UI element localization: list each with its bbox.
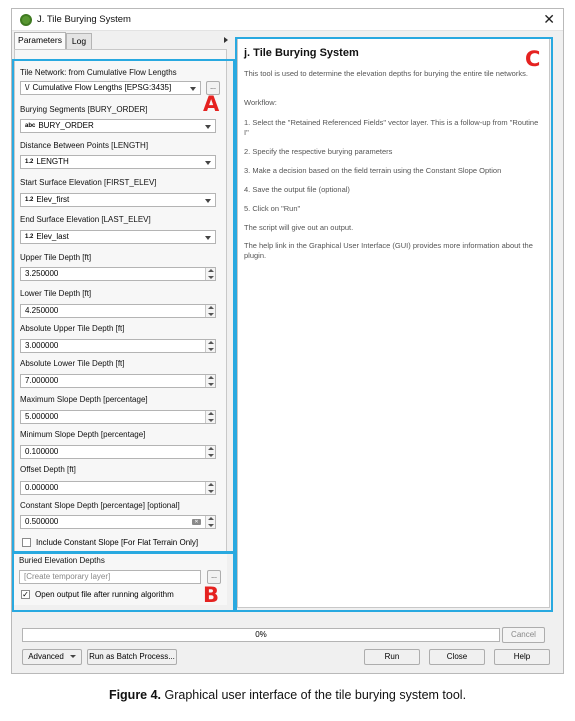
batch-button[interactable]: Run as Batch Process...	[87, 649, 177, 665]
output-path-input[interactable]: [Create temporary layer]	[19, 570, 201, 584]
text-field-icon: abc	[25, 123, 36, 129]
numeric-field-icon: 1.2	[25, 159, 34, 165]
min-slope-label: Minimum Slope Depth [percentage]	[20, 430, 146, 439]
help-step-2: 2. Specify the respective burying parameters	[244, 147, 393, 156]
chevron-down-icon	[70, 655, 76, 658]
run-button[interactable]: Run	[364, 649, 420, 665]
offset-label: Offset Depth [ft]	[20, 465, 76, 474]
end-elev-label: End Surface Elevation [LAST_ELEV]	[20, 215, 151, 224]
distance-value: LENGTH	[36, 157, 69, 166]
figure-number: Figure 4.	[108, 688, 162, 702]
help-title: j. Tile Burying System	[244, 47, 359, 59]
close-button[interactable]: Close	[429, 649, 485, 665]
help-intro: This tool is used to determine the elevation depths for burying the entire tile networks.	[244, 69, 528, 78]
include-const-label: Include Constant Slope [For Flat Terrain Only]	[36, 538, 199, 547]
burying-segments-label: Burying Segments [BURY_ORDER]	[20, 105, 148, 114]
splitter-arrow-icon[interactable]	[224, 37, 228, 43]
annotation-box-c	[235, 37, 553, 612]
open-after-label: Open output file after running algorithm	[35, 590, 174, 599]
max-slope-value: 5.000000	[25, 412, 59, 421]
upper-tile-value: 3.250000	[25, 269, 59, 278]
lower-tile-label: Lower Tile Depth [ft]	[20, 289, 92, 298]
open-after-checkbox[interactable]: ✓	[22, 590, 29, 599]
abs-upper-value: 3.000000	[25, 341, 59, 350]
advanced-label: Advanced	[28, 652, 64, 661]
end-elev-value: Elev_last	[36, 232, 69, 241]
advanced-button[interactable]	[22, 649, 82, 665]
max-slope-label: Maximum Slope Depth [percentage]	[20, 395, 148, 404]
upper-tile-label: Upper Tile Depth [ft]	[20, 253, 92, 262]
figure-caption-text: Graphical user interface of the tile burying system tool.	[161, 688, 467, 702]
burying-segments-value: BURY_ORDER	[38, 121, 94, 130]
progress-text: 0%	[255, 630, 267, 639]
window-title: J. Tile Burying System	[37, 14, 131, 25]
help-link-note: The help link in the Graphical User Interface (GUI) provides more information about the plugin.	[244, 241, 533, 260]
output-label: Buried Elevation Depths	[19, 556, 105, 565]
help-workflow: Workflow:	[244, 98, 277, 107]
figure-caption	[0, 688, 575, 702]
help-step-5: 5. Click on "Run"	[244, 204, 301, 213]
tab-log[interactable]: Log	[66, 33, 92, 50]
output-browse-button[interactable]: ...	[207, 570, 221, 584]
abs-lower-label: Absolute Lower Tile Depth [ft]	[20, 359, 125, 368]
distance-label: Distance Between Points [LENGTH]	[20, 141, 149, 150]
help-step-1: 1. Select the "Retained Referenced Fields" vector layer. This is a follow-up from "Routine I"	[244, 118, 539, 137]
start-elev-label: Start Surface Elevation [FIRST_ELEV]	[20, 178, 157, 187]
help-output-note: The script will give out an output.	[244, 223, 354, 232]
offset-value: 0.000000	[25, 483, 59, 492]
help-button[interactable]: Help	[494, 649, 550, 665]
abs-lower-value: 7.000000	[25, 376, 59, 385]
tile-network-browse-button[interactable]: ...	[206, 81, 220, 95]
lower-tile-value: 4.250000	[25, 306, 59, 315]
start-elev-value: Elev_first	[36, 195, 70, 204]
help-step-3: 3. Make a decision based on the field terrain using the Constant Slope Option	[244, 166, 502, 175]
min-slope-value: 0.100000	[25, 447, 59, 456]
const-slope-value: 0.500000	[25, 517, 59, 526]
close-icon[interactable]: ✕	[543, 11, 555, 27]
line-layer-icon: \/	[25, 83, 30, 92]
annotation-box-a	[12, 59, 235, 553]
help-step-4: 4. Save the output file (optional)	[244, 185, 350, 194]
annotation-label-b: B	[203, 583, 220, 607]
tile-network-value: Cumulative Flow Lengths [EPSG:3435]	[32, 83, 172, 92]
clear-icon[interactable]: ✕	[192, 519, 201, 525]
qgis-logo-icon	[20, 14, 32, 26]
annotation-label-c: C	[525, 47, 541, 71]
annotation-box-b	[12, 552, 235, 612]
numeric-field-icon: 1.2	[25, 234, 34, 240]
tab-parameters[interactable]: Parameters	[14, 32, 66, 50]
cancel-button[interactable]: Cancel	[502, 627, 545, 643]
annotation-label-a: A	[203, 92, 220, 116]
abs-upper-label: Absolute Upper Tile Depth [ft]	[20, 324, 125, 333]
title-bar	[12, 9, 563, 31]
tile-network-label: Tile Network: from Cumulative Flow Lengths	[20, 68, 177, 77]
const-slope-label: Constant Slope Depth [percentage] [optional]	[20, 501, 180, 510]
progress-bar	[22, 628, 500, 642]
numeric-field-icon: 1.2	[25, 197, 34, 203]
